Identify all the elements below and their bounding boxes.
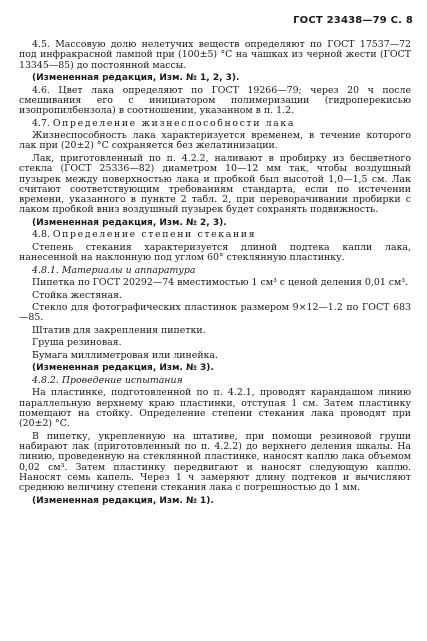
clause-4-7-number: 4.7. xyxy=(32,117,50,129)
clause-4-8-1-heading: 4.8.1. Материалы и аппаратура xyxy=(32,264,196,276)
clause-4-5-edition-note: (Измененная редакция, Изм. № 1, 2, 3). xyxy=(32,73,240,84)
clause-4-8-number: 4.8. xyxy=(32,229,50,241)
material-item: Штатив для закрепления пипетки. xyxy=(32,324,206,336)
clause-4-7-body: Лак, приготовленный по п. 4.2.2, наливают в пробирку из бесцветного стекла (ГОСТ 25336—82) диаметром 10—12 мм так, чтобы воздушный пузырек между поверхностью лака и пробкой был высотой 1,0—1,5 см. Лак считают соответствующим требованиям стандарта, если по истечении времени, указанного в пункте 2 табл. 2, при переворачивании пробирки с лаком пробкой вниз воздушный пузырек будет сохранять подвижность. xyxy=(19,152,411,216)
clause-4-5: 4.5. Массовую долю нелетучих веществ определяют по ГОСТ 17537—72 под инфракрасной лампой при (100±5) °С на чашках из черной жести (ГОСТ 13345—85) до постоянной массы. xyxy=(19,39,411,71)
clause-4-8-2-heading: 4.8.2. Проведение испытания xyxy=(32,374,183,386)
clause-4-8-2-paragraph-2: В пипетку, укрепленную на штативе, при помощи резиновой груши набирают лак (приготовленный по п. 4.2.2) до верхнего деления шкалы. На линию, проведенную на стеклянной пластинке, наносят каплю лака объемом 0,02 см³. Затем пластинку передвигают и наносят следующую каплю. Наносят семь капель. Через 1 ч замеряют длину подтеков и вычисляют среднюю величину степени стекания лака с погрешностью до 1 мм. xyxy=(19,430,411,494)
clause-4-8-1-edition-note: (Измененная редакция, Изм. № 3). xyxy=(32,363,214,374)
clause-4-8-body: Степень стекания характеризуется длиной подтека капли лака, нанесенной на наклонную под углом 60° стеклянную пластинку. xyxy=(19,241,411,264)
clause-4-8-heading xyxy=(19,230,411,240)
clause-4-8-2-edition-note: (Измененная редакция, Изм. № 1). xyxy=(32,495,214,506)
clause-4-8-title: Определение степени стекания xyxy=(52,229,257,241)
material-item: Стойка жестяная. xyxy=(32,289,122,301)
clause-4-7-definition: Жизнеспособность лака характеризуется временем, в течение которого лак при (20±2) °С сохраняется без желатинизации. xyxy=(19,130,411,152)
document-body xyxy=(19,40,411,508)
page-header: ГОСТ 23438—79 С. 8 xyxy=(293,15,413,26)
material-item: Груша резиновая. xyxy=(32,337,122,349)
clause-4-7-heading xyxy=(19,119,411,129)
clause-4-7-title: Определение жизнеспособности лака xyxy=(52,117,296,129)
material-item: Стекло для фотографических пластинок размером 9×12—1.2 по ГОСТ 683—85. xyxy=(19,302,411,324)
clause-4-7-edition-note: (Измененная редакция, Изм. № 2, 3). xyxy=(32,217,227,228)
clause-4-8-2-paragraph-1: На пластинке, подготовленной по п. 4.2.1, проводят карандашом линию параллельную верхнему краю пластинки, отступая 1 см. Затем пластинку помещают на стойку. Определение степени стекания лака проводят при (20±2) °С. xyxy=(19,387,411,430)
material-item: Пипетка по ГОСТ 20292—74 вместимостью 1 см³ с ценой деления 0,01 см³. xyxy=(32,277,409,289)
material-item: Бумага миллиметровая или линейка. xyxy=(32,349,219,361)
clause-4-6: 4.6. Цвет лака определяют по ГОСТ 19266—79; через 20 ч после смешивания его с инициатором полимеризации (гидроперекисью изопропилбензола) в соотношении, указанном в п. 1.2. xyxy=(19,84,411,117)
